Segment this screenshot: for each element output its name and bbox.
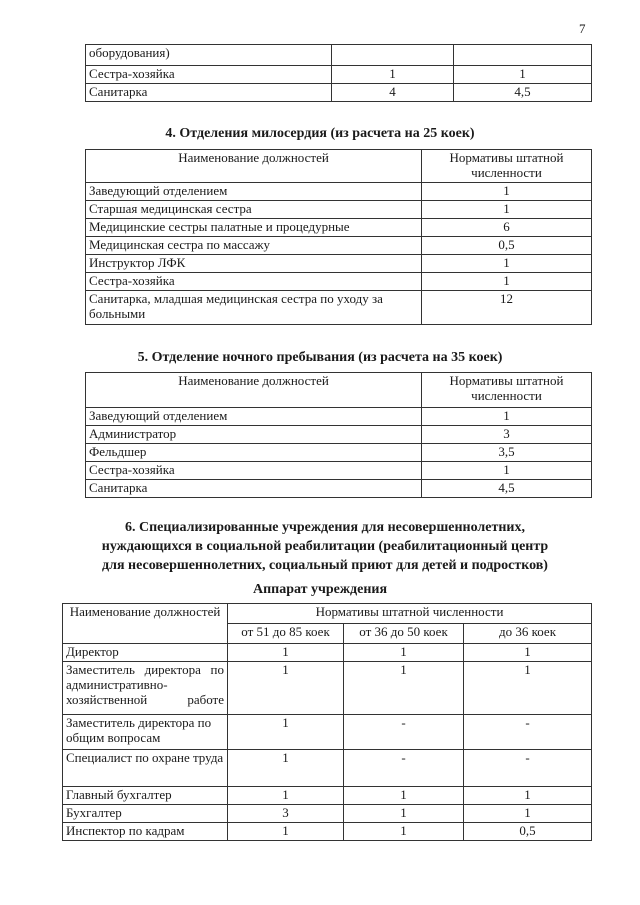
position-name: Специалист по охране труда [63,750,228,787]
table-row [63,715,592,750]
table-row [63,787,592,805]
position-name: Администратор [86,426,422,444]
position-name: Инспектор по кадрам [63,823,228,841]
section-6-title [60,518,590,575]
section-6-table [62,603,592,841]
table-row [86,219,592,237]
norm-value: 1 [228,750,344,787]
norm-value: 1 [228,644,344,662]
table-header [86,150,592,183]
norm-value: - [464,750,592,787]
table-row [86,66,592,84]
table-row [86,273,592,291]
column-header-name: Наименование должностей [86,373,422,408]
norm-value: 4,5 [422,480,592,498]
position-name: Заместитель директора по административно-хозяйственной работе [63,662,228,715]
position-name: Старшая медицинская сестра [86,201,422,219]
position-name: Санитарка [86,480,422,498]
table-row [63,644,592,662]
position-name: Инструктор ЛФК [86,255,422,273]
section-6-title-line: нуждающихся в социальной реабилитации (реабилитационный центр [101,539,549,554]
position-name: Бухгалтер [63,805,228,823]
norm-value [332,45,454,66]
position-name: Заведующий отделением [86,408,422,426]
norm-value: 6 [422,219,592,237]
position-name: Сестра-хозяйка [86,273,422,291]
norm-value [454,45,592,66]
table-row [63,662,592,715]
norm-value: 1 [344,823,464,841]
norm-value: - [344,750,464,787]
norm-value: 0,5 [464,823,592,841]
table-row [86,183,592,201]
norm-value: 4,5 [454,84,592,102]
norm-value: 1 [332,66,454,84]
table-row [86,84,592,102]
column-header-under-36: до 36 коек [464,624,592,644]
norm-value: 3,5 [422,444,592,462]
column-header-36-50: от 36 до 50 коек [344,624,464,644]
norm-value: 4 [332,84,454,102]
norm-value: 1 [344,644,464,662]
column-header-norm: Нормативы штатной численности [422,150,592,183]
norm-value: 1 [228,823,344,841]
norm-value: - [464,715,592,750]
norm-value: 1 [344,662,464,715]
norm-value: 1 [422,273,592,291]
section-6-title-line: 6. Специализированные учреждения для несовершеннолетних, [124,520,526,535]
norm-value: 0,5 [422,237,592,255]
position-name: Директор [63,644,228,662]
norm-value: 1 [344,805,464,823]
norm-value: 1 [422,255,592,273]
norm-value: - [344,715,464,750]
norm-value: 3 [228,805,344,823]
position-name: Медицинская сестра по массажу [86,237,422,255]
column-header-51-85: от 51 до 85 коек [228,624,344,644]
table-row [63,750,592,787]
position-name: Медицинские сестры палатные и процедурные [86,219,422,237]
top-table [85,44,592,102]
table-row [63,823,592,841]
table-row [86,408,592,426]
norm-value: 1 [422,408,592,426]
norm-value: 1 [454,66,592,84]
table-row [86,426,592,444]
column-header-name: Наименование должностей [63,604,228,644]
table-row [86,237,592,255]
position-name: Сестра-хозяйка [86,462,422,480]
norm-value: 1 [228,662,344,715]
table-row [86,291,592,325]
position-name: Сестра-хозяйка [86,66,332,84]
section-4-table [85,149,592,325]
norm-value: 1 [344,787,464,805]
norm-value: 1 [228,715,344,750]
position-name: Санитарка [86,84,332,102]
section-5-table [85,372,592,498]
position-name: Заведующий отделением [86,183,422,201]
norm-value: 1 [464,644,592,662]
table-row [86,45,592,66]
position-name: Санитарка, младшая медицинская сестра по уходу за больными [86,291,422,325]
table-row [86,480,592,498]
norm-value: 12 [422,291,592,325]
section-6-title-line: для несовершеннолетних, социальный приют для детей и подростков) [102,558,548,573]
section-6-subtitle: Аппарат учреждения [252,582,388,597]
norm-value: 1 [228,787,344,805]
section-4-title: 4. Отделения милосердия (из расчета на 25 коек) [165,126,475,141]
table-header [86,373,592,408]
norm-value: 3 [422,426,592,444]
norm-value: 1 [422,462,592,480]
table-row [86,462,592,480]
norm-value: 1 [464,805,592,823]
section-5-title: 5. Отделение ночного пребывания (из расчета на 35 коек) [137,350,503,365]
norm-value: 1 [422,183,592,201]
column-header-norm: Нормативы штатной численности [228,604,592,624]
norm-value: 1 [422,201,592,219]
position-name: Фельдшер [86,444,422,462]
table-row [86,201,592,219]
position-name: оборудования) [86,45,332,66]
position-name: Заместитель директора по общим вопросам [63,715,228,750]
column-header-name: Наименование должностей [86,150,422,183]
column-header-norm: Нормативы штатной численности [422,373,592,408]
norm-value: 1 [464,662,592,715]
norm-value: 1 [464,787,592,805]
table-row [86,255,592,273]
position-name: Главный бухгалтер [63,787,228,805]
table-row [63,805,592,823]
table-row [86,444,592,462]
page-number: 7 [579,21,586,36]
table-header [63,604,592,624]
